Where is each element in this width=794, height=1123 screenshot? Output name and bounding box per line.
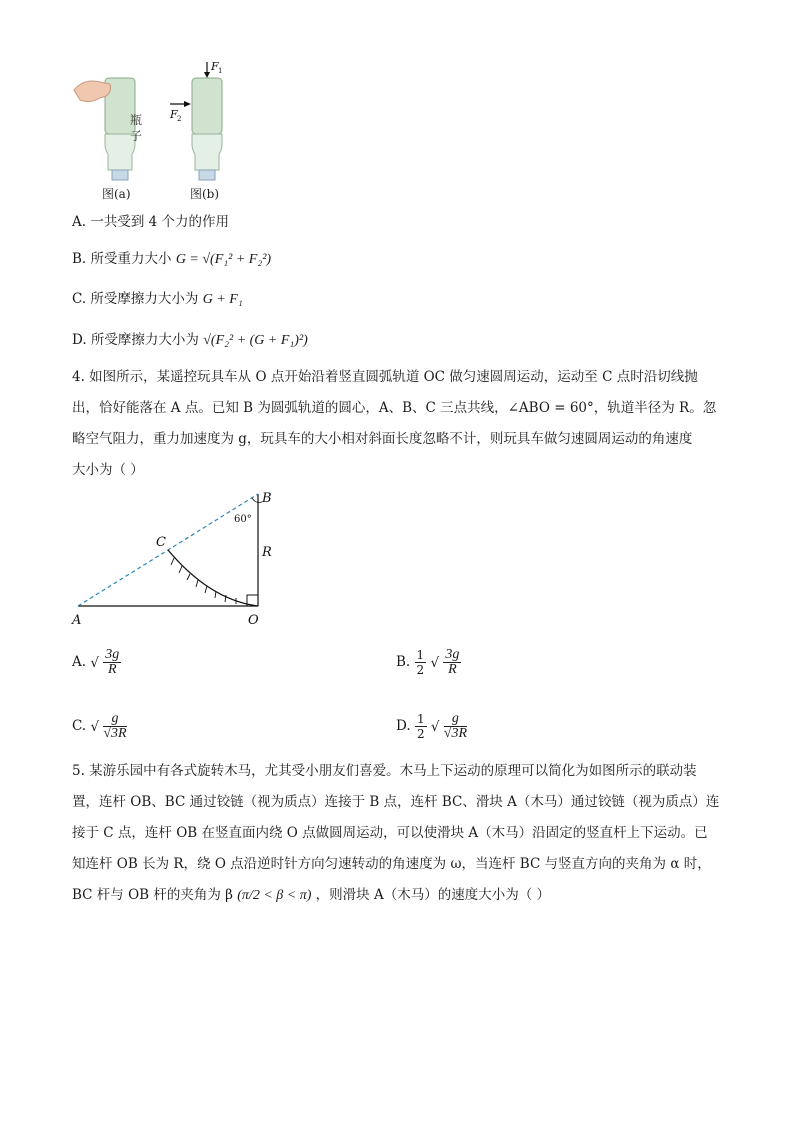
q3-option-b-text: B. 所受重力大小	[72, 251, 172, 267]
q5-stem	[72, 756, 722, 911]
q4-option-b-fraction	[443, 648, 461, 677]
caption-b: 图(b)	[190, 187, 220, 201]
q4-line-2: 出，恰好能落在 A 点。已知 B 为圆弧轨道的圆心，A、B、C 三点共线，∠ABO = 60°，轨道半径为 R。忽	[72, 400, 717, 416]
f1-label: F	[211, 60, 219, 73]
f2-sub: 2	[177, 115, 182, 123]
q3-option-c-formula: G + F₁	[202, 292, 243, 307]
point-b-label: B	[262, 491, 272, 506]
q4-option-b-den: R	[448, 662, 457, 677]
sqrt-icon: √	[430, 718, 440, 735]
q4-option-d-num: g	[444, 712, 467, 727]
q3-option-a: A. 一共受到 4 个力的作用	[72, 214, 230, 230]
radius-label: R	[262, 545, 272, 560]
q4-stem	[72, 362, 722, 486]
arc-track-figure	[70, 488, 280, 628]
point-c-label: C	[156, 535, 166, 550]
q5-line-5-prefix: BC 杆与 OB 杆的夹角为 β	[72, 887, 233, 903]
sqrt-icon: √	[430, 654, 440, 671]
bottle-a	[74, 78, 135, 180]
caption-a: 图(a)	[102, 187, 131, 201]
q4-option-c-num: g	[103, 712, 126, 727]
q5-line-5-condition: (π/2 < β < π)	[237, 888, 312, 903]
q4-option-b-label: B.	[396, 654, 411, 670]
q4-option-b-num: 3g	[445, 647, 460, 662]
q4-option-d-den: √3R	[443, 726, 468, 741]
q4-option-a-num: 3g	[105, 647, 120, 662]
q4-option-c-label: C.	[72, 718, 87, 734]
point-o-label: O	[248, 613, 259, 628]
q3-option-c	[72, 289, 243, 310]
q4-option-d	[396, 712, 467, 741]
q4-option-b-coef	[415, 648, 427, 677]
q4-option-c-fraction	[103, 712, 126, 741]
q5-line-4: 知连杆 OB 长为 R，绕 O 点沿逆时针方向匀速转动的角速度为 ω，当连杆 BC 与竖直方向的夹角为 α 时，	[72, 856, 711, 872]
q4-option-a	[72, 648, 121, 677]
angle-arc	[252, 498, 262, 503]
q4-option-b	[396, 648, 461, 677]
q4-line-4: 大小为（ ）	[72, 462, 144, 478]
q4-option-c-den: √3R	[103, 726, 127, 741]
q4-option-c	[72, 712, 127, 741]
sqrt-icon: √	[90, 718, 100, 735]
q4-option-b-coef-den: 2	[416, 663, 425, 677]
arc-track	[168, 550, 258, 606]
q5-line-5	[72, 880, 722, 911]
sqrt-icon: √	[90, 654, 99, 671]
bottle-label-2: 子	[130, 129, 143, 143]
q5-line-1: 5. 某游乐园中有各式旋转木马，尤其受小朋友们喜爱。木马上下运动的原理可以简化为如图所示的联动装	[72, 763, 697, 779]
q5-line-5-suffix: ，则滑块 A（木马）的速度大小为（ ）	[315, 887, 551, 903]
bottle-figure	[70, 58, 240, 208]
q3-option-b-formula: G = √(F₁² + F₂²)	[175, 252, 272, 267]
q3-option-b	[72, 249, 271, 270]
q4-line-1: 4. 如图所示，某遥控玩具车从 O 点开始沿着竖直圆弧轨道 OC 做匀速圆周运动，运动至 C 点时沿切线抛	[72, 369, 698, 385]
q4-option-b-coef-num: 1	[416, 648, 425, 662]
f1-sub: 1	[218, 67, 223, 75]
angle-label: 60°	[234, 514, 252, 525]
q4-option-d-coef	[415, 712, 427, 741]
q3-option-c-text: C. 所受摩擦力大小为	[72, 291, 199, 307]
q4-option-d-coef-den: 2	[416, 727, 425, 741]
q4-option-d-fraction	[444, 712, 467, 741]
q4-option-d-label: D.	[396, 718, 411, 734]
q4-option-a-label: A.	[72, 654, 87, 670]
f2-label: F	[170, 108, 178, 121]
q3-option-d-formula: √(F₂² + (G + F₁)²)	[203, 333, 308, 348]
point-a-label: A	[72, 613, 82, 628]
q4-line-3: 略空气阻力，重力加速度为 g，玩具车的大小相对斜面长度忽略不计，则玩具车做匀速圆周运动的角速度	[72, 431, 693, 447]
q3-option-d	[72, 330, 308, 351]
q3-option-d-text: D. 所受摩擦力大小为	[72, 332, 199, 348]
q4-option-a-fraction	[103, 648, 121, 677]
q4-option-a-den: R	[107, 662, 117, 677]
q5-line-3: 接于 C 点，连杆 OB 在竖直面内绕 O 点做圆周运动，可以使滑块 A（木马）沿固定的竖直杆上下运动。已	[72, 825, 708, 841]
q5-line-2: 置，连杆 OB、BC 通过铰链（视为质点）连接于 B 点，连杆 BC、滑块 A（木马）通过铰链（视为质点）连	[72, 794, 720, 810]
bottle-label-1: 瓶	[130, 113, 143, 127]
q4-option-d-coef-num: 1	[416, 712, 425, 726]
